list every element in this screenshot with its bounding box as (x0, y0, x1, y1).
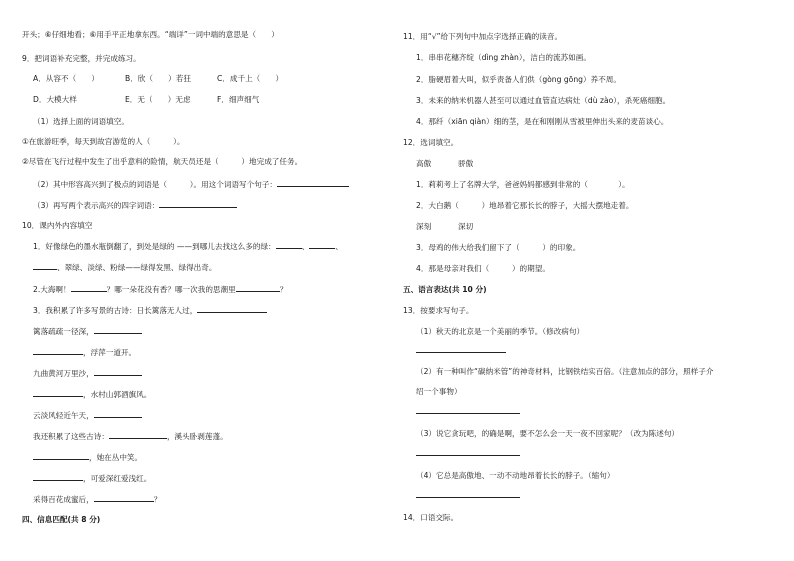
q12-item4: 4．那是母亲对我们（ ）的期望。 (416, 264, 550, 273)
poem-line-8: ，可爱深红爱浅红。 (33, 472, 151, 484)
q12-item1: 1．莉莉考上了名牌大学，爸爸妈妈都感到非常的（ ）。 (416, 180, 630, 189)
answer-blank[interactable] (159, 199, 237, 208)
answer-blank[interactable] (94, 325, 142, 334)
answer-blank[interactable] (309, 240, 335, 249)
pinyin-choice[interactable]: gòng gōng (542, 75, 583, 84)
q12-word-a: 高傲 (416, 159, 432, 168)
right-column (403, 0, 778, 561)
q10-item3: 3．我积累了许多写景的古诗：日长篱落无人过， (33, 304, 267, 316)
poem-line-2: ，浮萍一道开。 (33, 346, 136, 358)
q13-item4: （4）它总是高傲地、一动不动地昂着长长的脖子。（缩句） (416, 471, 615, 480)
q12-word-b: 骄傲 (458, 159, 474, 168)
q12-title: 12．选词填空。 (403, 138, 459, 147)
answer-blank[interactable] (416, 447, 520, 456)
answer-line[interactable] (416, 447, 520, 459)
q11-item3: 3．未来的纳米机器人甚至可以通过血管直达病灶（dù zào），杀死癌细胞。 (416, 96, 671, 105)
q10-item2: 2.大海啊！ ？哪一朵花没有香？哪一次我的思潮里 ？ (33, 285, 288, 294)
answer-line[interactable] (416, 405, 520, 417)
answer-blank[interactable] (33, 261, 57, 270)
q10-item1-cont: 、翠绿、淡绿、粉绿——绿得发黑、绿得出奇。 (33, 261, 216, 273)
q9-option-a: A．从容不（ ） (33, 74, 99, 83)
answer-line[interactable] (416, 489, 520, 501)
q13-item1: （1）秋天的北京是一个美丽的季节。（修改病句） (416, 327, 585, 336)
answer-blank[interactable] (416, 405, 520, 414)
q8-tail-line (22, 29, 279, 40)
answer-blank[interactable] (109, 430, 167, 439)
q10-title: 10．课内外内容填空 (22, 221, 93, 230)
q9-option-b: B．欣（ ）若狂 (125, 74, 191, 83)
pinyin-choice[interactable]: xiān qiàn (451, 117, 487, 126)
answer-blank[interactable] (236, 283, 280, 292)
answer-blank[interactable] (33, 346, 83, 355)
answer-blank[interactable] (33, 451, 89, 460)
poem-line-9: 采得百花成蜜后， ？ (33, 495, 162, 504)
answer-blank[interactable] (33, 472, 83, 481)
answer-blank[interactable] (71, 283, 107, 292)
poem-line-4: ，水村山郭酒旗风。 (33, 388, 151, 400)
poem-line-5: 云淡风轻近午天， (33, 409, 142, 421)
answer-blank[interactable] (276, 240, 302, 249)
q8-tail-text: 开头；⑥仔细地看；⑥用手平正地拿东西。“端详”一词中端的意思是（ ） (22, 30, 279, 39)
q13-item2: （2）有一种叫作“碳纳米管”的神奇材料，比钢铁结实百倍。（注意加点的部分，照样子介 (416, 367, 714, 376)
q12-item3: 3．母鸡的伟大给我们留下了（ ）的印象。 (416, 243, 581, 252)
answer-blank[interactable] (94, 493, 154, 502)
q9-sub3: （3）再写两个表示高兴的四字词语： (33, 199, 237, 211)
q13-item2-cont: 绍一个事物） (416, 387, 462, 396)
poem-line-1: 篱落疏疏一径深， (33, 325, 142, 337)
left-column (22, 0, 392, 561)
q9-title: 9．把词语补充完整，并完成练习。 (22, 54, 141, 63)
answer-blank[interactable] (94, 409, 142, 418)
q12-word-d: 深切 (458, 222, 474, 231)
q9-sub1: （1）选择上面的词语填空。 (33, 117, 129, 126)
pinyin-choice[interactable]: dìng zhàn (481, 53, 519, 62)
q11-title: 11．用“√”给下列句中加点字选择正确的读音。 (403, 32, 563, 41)
q13-title: 13．按要求写句子。 (403, 306, 474, 315)
answer-blank[interactable] (33, 388, 83, 397)
q11-item2: 2．脂硬眉着大叫，似乎责备人们供（gòng gōng）养不周。 (416, 75, 621, 84)
q12-word-c: 深刻 (416, 222, 432, 231)
answer-blank[interactable] (277, 178, 349, 187)
q9-option-f: F．细声细气 (217, 95, 260, 104)
q9-sub1-a: ①在旅游旺季，每天到故宫游览的人（ ）。 (22, 137, 185, 146)
answer-blank[interactable] (416, 489, 520, 498)
pinyin-choice[interactable]: dù zào (587, 96, 614, 105)
poem-line-3: 九曲黄河万里沙， (33, 367, 142, 379)
q10-item1: 1．好像绿色的墨水瓶倒翻了，到处是绿的 ——到哪儿去找这么多的绿： 、 、 (33, 242, 343, 251)
poem-line-6: 我还积累了这些古诗： ，溪头卧剥莲蓬。 (33, 432, 228, 441)
q11-item1: 1．串串花穗齐绽（dìng zhàn），洁白的流苏如画。 (416, 53, 591, 62)
q9-option-d: D．大模大样 (33, 95, 77, 104)
q9-option-e: E．无（ ）无虑 (125, 95, 191, 104)
q14-title: 14．口语交际。 (403, 513, 459, 522)
answer-blank[interactable] (197, 304, 267, 313)
section-5-heading: 五、语言表达(共 10 分) (403, 285, 487, 294)
q12-item2: 2．大白鹅（ ）地昂着它那长长的脖子，大摇大摆地走着。 (416, 201, 634, 210)
section-4-heading: 四、信息匹配(共 8 分) (22, 515, 101, 524)
q9-sub2: （2）其中形容高兴到了极点的词语是（ ）。用这个词语写个句子： (33, 178, 349, 190)
answer-line[interactable] (416, 344, 506, 356)
answer-blank[interactable] (416, 344, 506, 353)
answer-blank[interactable] (94, 367, 142, 376)
q11-item4: 4．那纤（xiān qiàn）细的茎，是在和刚刚从雪被里伸出头来的麦苗谈心。 (416, 117, 669, 126)
q9-option-c: C．成千上（ ） (217, 74, 284, 83)
poem-line-7: ，她在丛中笑。 (33, 451, 142, 463)
q13-item3: （3）说它贪玩吧，的确是啊，要不怎么会一天一夜不回家呢？（改为陈述句） (416, 429, 680, 438)
q9-sub1-b: ②尽管在飞行过程中发生了出乎意料的险情，航天员还是（ ）地完成了任务。 (22, 157, 303, 166)
